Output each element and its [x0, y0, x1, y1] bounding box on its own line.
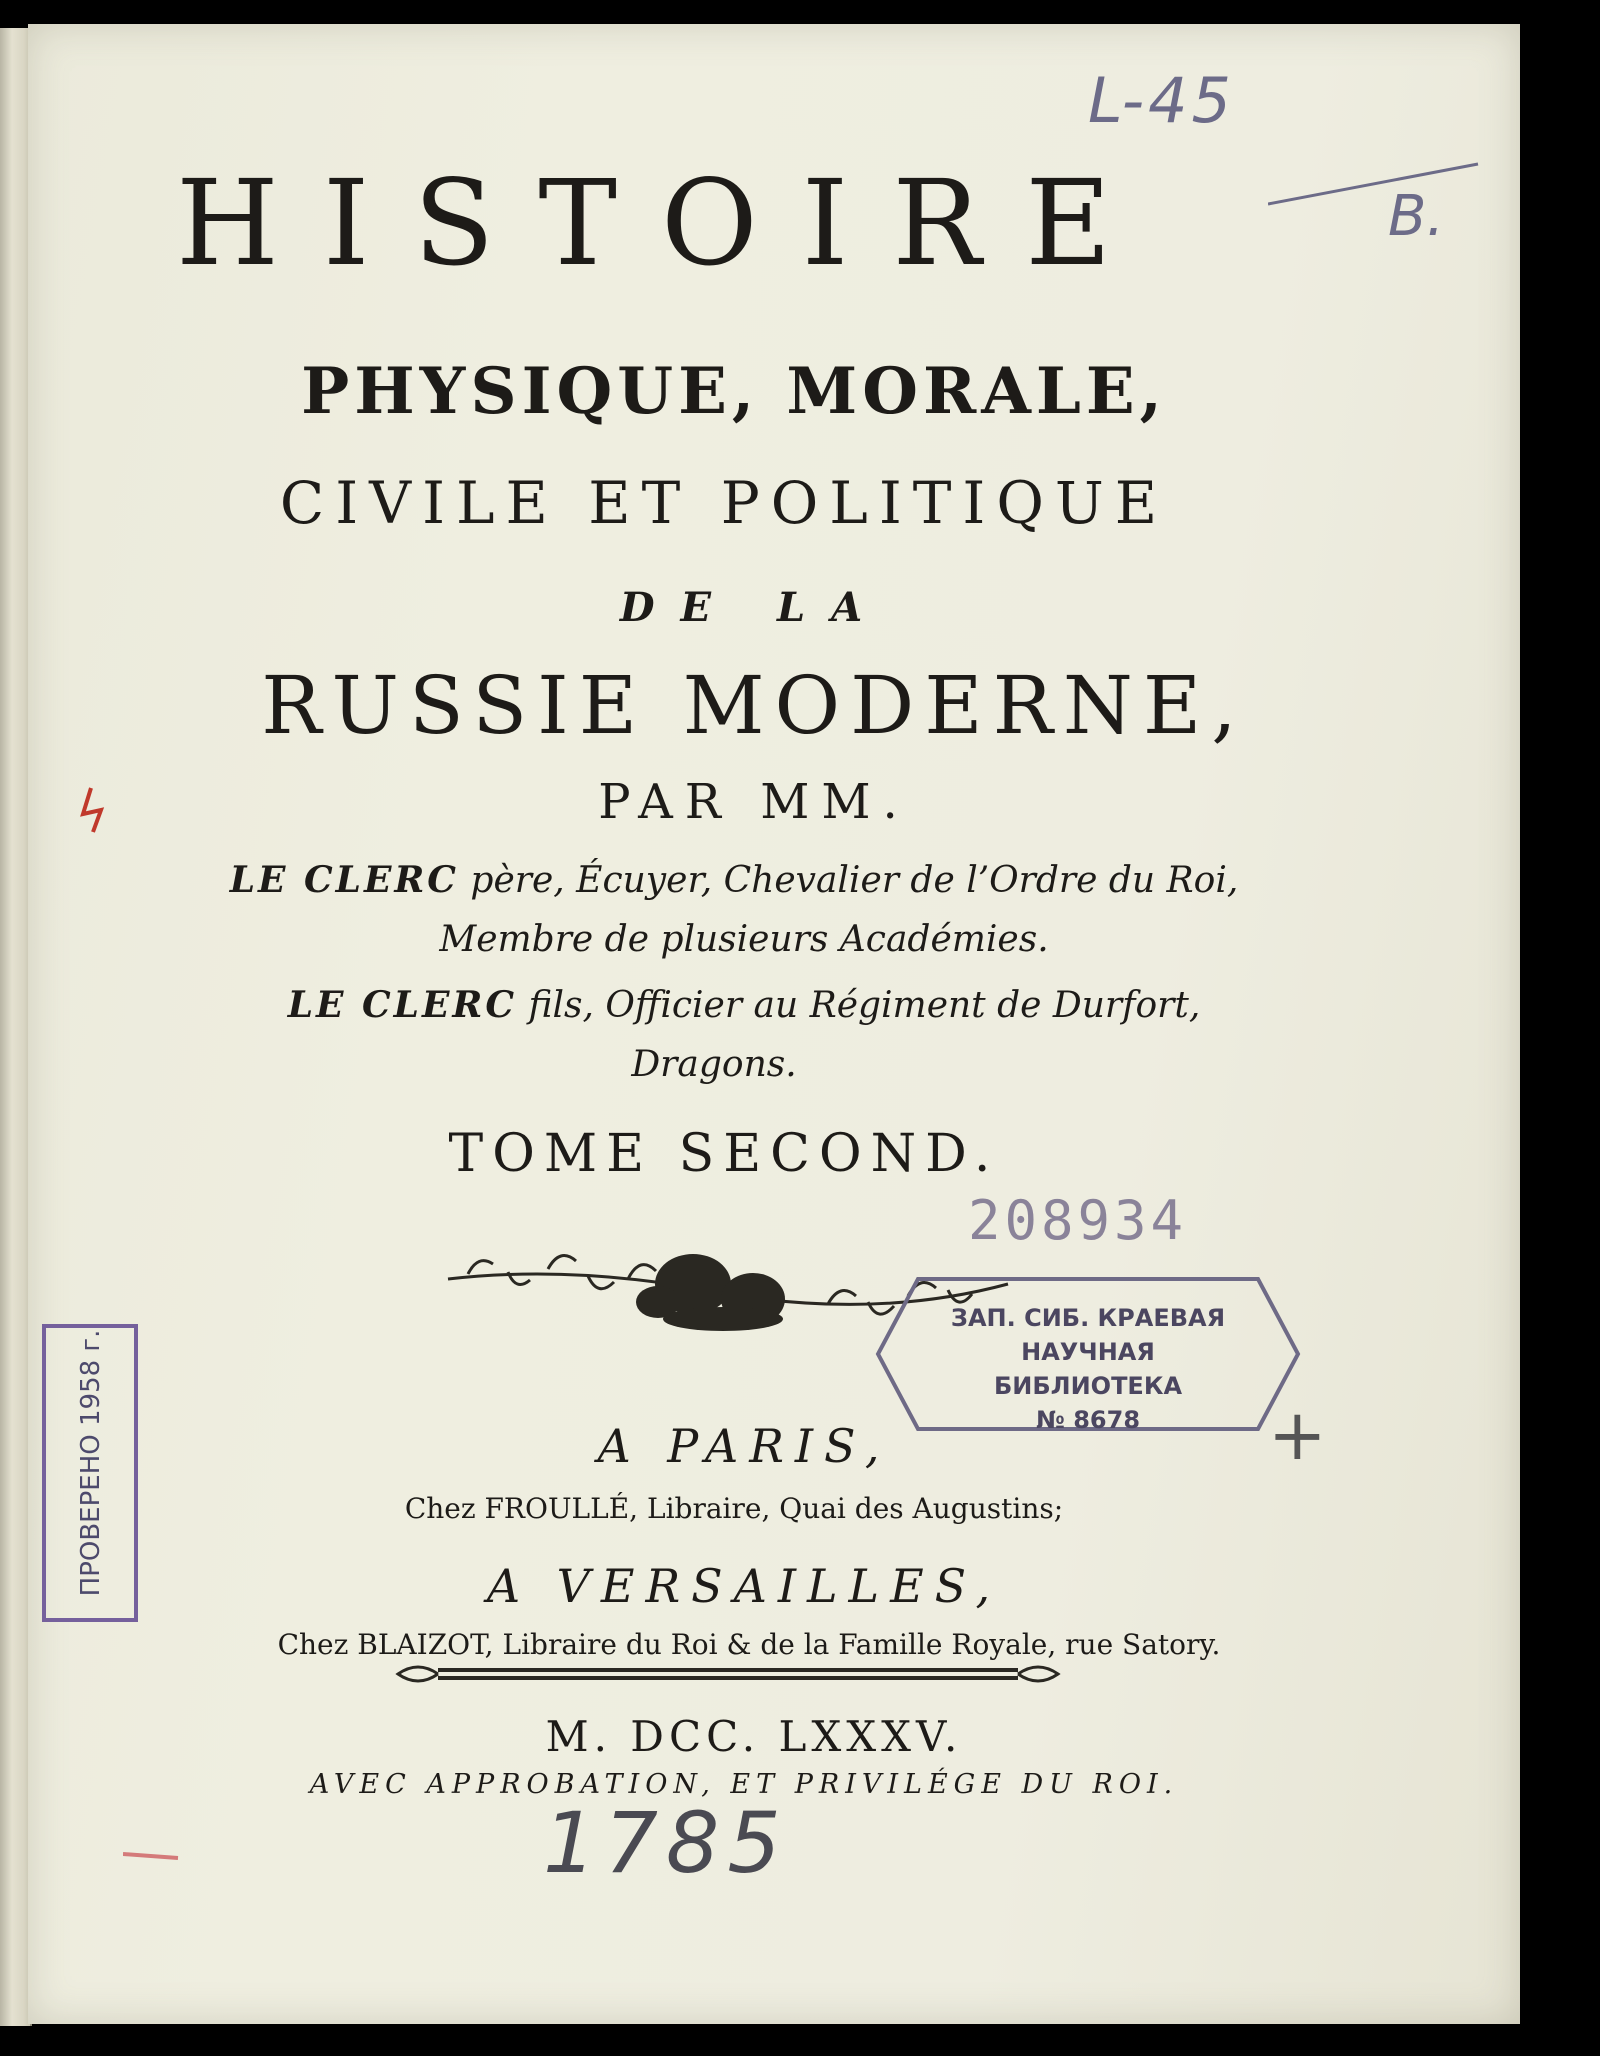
accession-number-stamp: 208934 [968, 1189, 1188, 1252]
red-dash-mark [123, 1844, 183, 1864]
library-stamp-line-3: № 8678 [1035, 1406, 1141, 1434]
imprint-city-paris: A PARIS, [597, 1419, 891, 1473]
imprint-publisher-paris: Chez FROULLÉ, Libraire, Quai des Augustins; [404, 1492, 1064, 1525]
library-stamp-line-1: ЗАП. СИБ. КРАЕВАЯ [950, 1304, 1226, 1332]
publication-year: M. DCC. LXXXV. [545, 1712, 963, 1761]
library-stamp-text [938, 1301, 1238, 1437]
title-histoire: HISTOIRE [176, 154, 1156, 292]
double-rule-ornament-icon [378, 1654, 1078, 1694]
author-2-title: fils, Officier au Régiment de Durfort, [528, 985, 1201, 1026]
margin-cross-mark: + [1268, 1394, 1327, 1476]
title-de-la: DE LA [619, 584, 889, 631]
library-stamp [858, 1269, 1318, 1439]
author-1-name: LE CLERC [229, 859, 459, 901]
year-handwritten: 1785 [543, 1794, 789, 1892]
title-russie-moderne: RUSSIE MODERNE, [261, 659, 1247, 752]
author-2-name: LE CLERC [287, 984, 517, 1026]
title-civile-politique: CIVILE ET POLITIQUE [279, 469, 1169, 537]
shelfmark-letter-handwritten: B. [1388, 184, 1445, 249]
author-2-line [0, 984, 1490, 1026]
title-par-mm: PAR MM. [598, 774, 910, 830]
author-1-line-2: Membre de plusieurs Académies. [439, 919, 1049, 960]
verification-stamp-text: ПРОВЕРЕНО 1958 г. [76, 1329, 106, 1597]
verification-stamp [42, 1324, 138, 1622]
title-page [28, 24, 1520, 2024]
volume-label: TOME SECOND. [448, 1124, 1000, 1184]
approbation-line: AVEC APPROBATION, ET PRIVILÉGE DU ROI. [309, 1769, 1179, 1800]
library-stamp-line-2: НАУЧНАЯ БИБЛИОТЕКА [993, 1338, 1183, 1400]
imprint-publisher-versailles: Chez BLAIZOT, Libraire du Roi & de la Famille Royale, rue Satory. [277, 1628, 1221, 1661]
shelfmark-handwritten: L-45 [1088, 64, 1235, 137]
author-1-title: père, Écuyer, Chevalier de l’Ordre du Roi, [470, 860, 1239, 901]
author-2-line-2: Dragons. [631, 1044, 797, 1085]
imprint-city-versailles: A VERSAILLES, [486, 1559, 1002, 1613]
author-1-line [0, 859, 1480, 901]
title-physique-morale: PHYSIQUE, MORALE, [301, 354, 1167, 429]
red-pencil-mark-icon [73, 784, 109, 836]
shelfmark-underline [1268, 154, 1488, 214]
